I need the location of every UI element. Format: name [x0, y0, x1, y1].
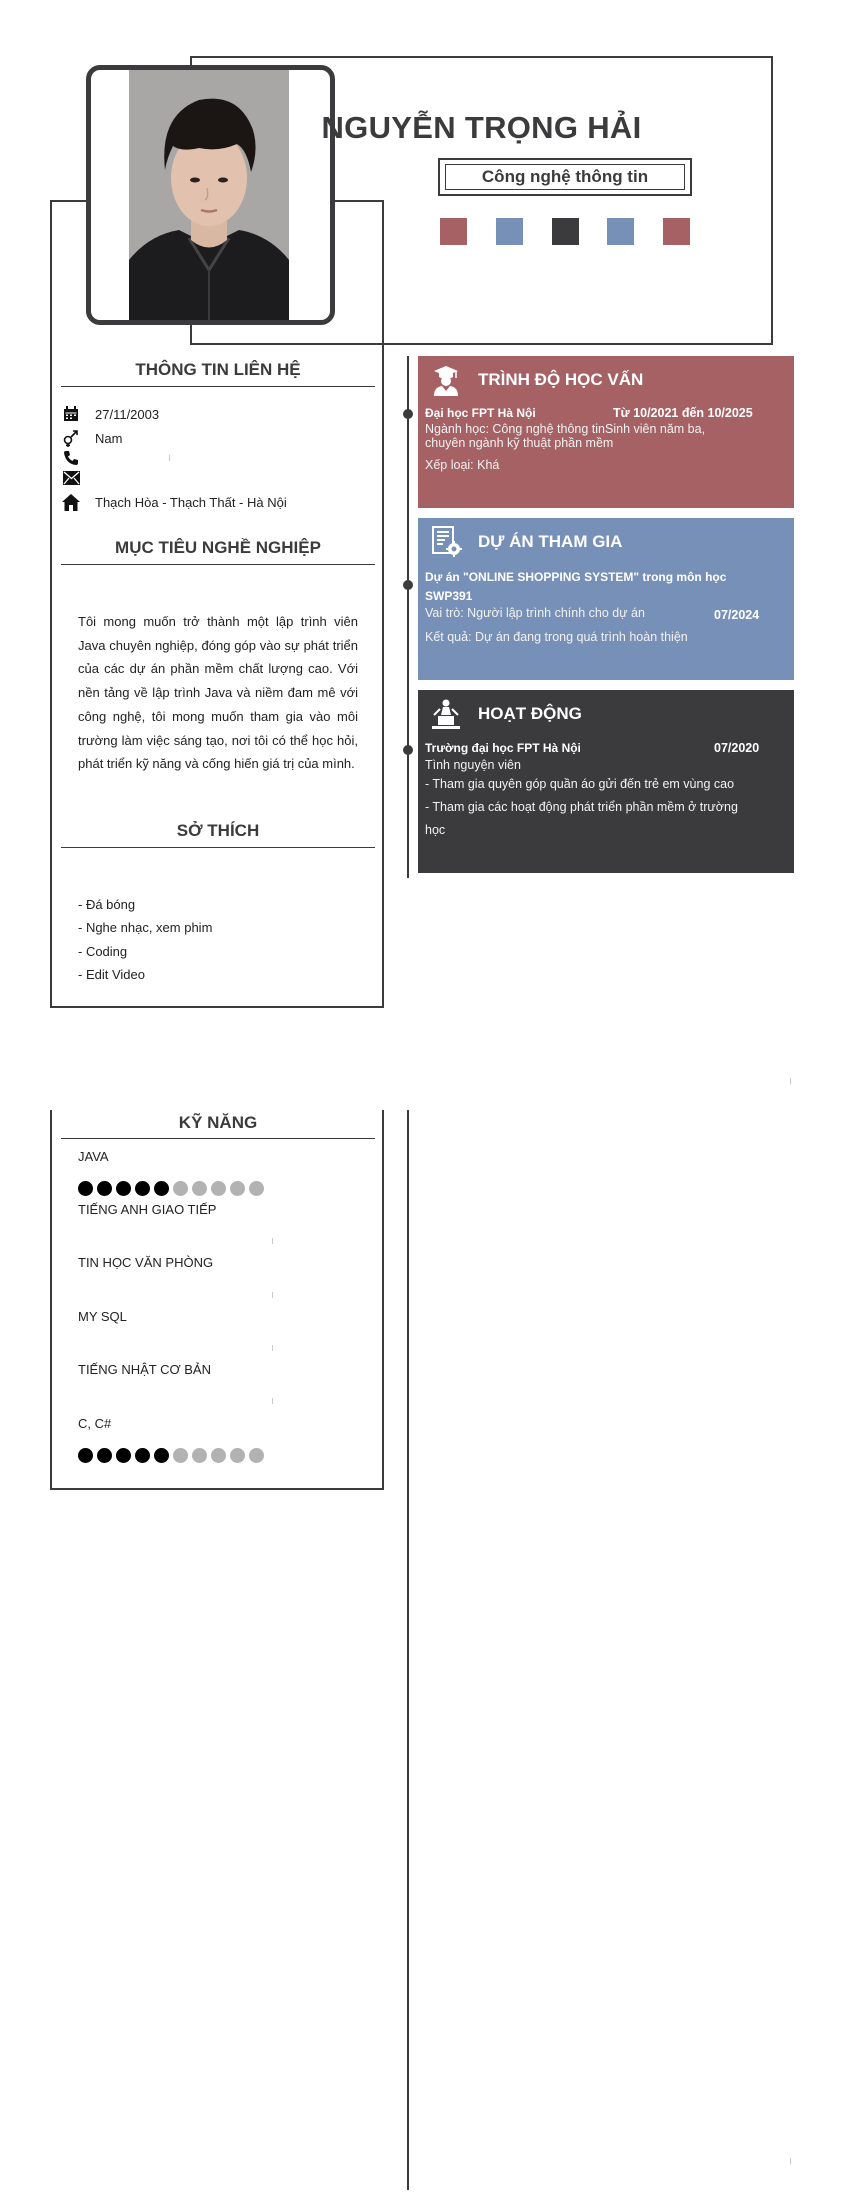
objective-section-title: MỤC TIÊU NGHỀ NGHIỆP	[115, 538, 321, 557]
skill-dot	[135, 1181, 150, 1196]
education-school: Đại học FPT Hà Nội	[425, 406, 536, 420]
skills-panel	[50, 1110, 384, 1490]
profile-photo	[129, 70, 289, 320]
skill-dot	[211, 1448, 226, 1463]
skill-dot	[78, 1448, 93, 1463]
education-card	[418, 356, 794, 508]
candidate-name: NGUYỄN TRỌNG HẢI	[321, 110, 642, 145]
section-divider	[61, 1138, 375, 1139]
project-name: SWP391	[425, 589, 473, 603]
dob-value: 27/11/2003	[95, 406, 160, 422]
contact-dob	[61, 404, 159, 424]
timeline-line	[407, 356, 409, 878]
placeholder-mark	[790, 2158, 791, 2164]
education-grade: Xếp loại: Khá	[425, 458, 500, 472]
skill-dot	[173, 1448, 188, 1463]
contact-address	[61, 492, 287, 512]
calendar-icon	[61, 405, 81, 423]
project-name: Dự án "ONLINE SHOPPING SYSTEM" trong môn học	[425, 570, 727, 584]
activity-podium-icon	[430, 698, 462, 730]
contact-section-title: THÔNG TIN LIÊN HỆ	[135, 360, 301, 379]
education-period: Từ 10/2021 đến 10/2025	[613, 406, 753, 420]
color-swatches	[440, 218, 690, 245]
section-divider	[61, 564, 375, 565]
job-title: Công nghệ thông tin	[481, 167, 649, 186]
swatch	[496, 218, 523, 245]
skill-name: TIẾNG NHẬT CƠ BẢN	[78, 1362, 211, 1377]
skill-dot	[249, 1181, 264, 1196]
objective-text: Tôi mong muốn trở thành một lập trình viên Java chuyên nghiệp, đóng góp vào sự phát triển của các dự án phần mềm chất lượng cao. Với nền tảng về lập trình Java và niềm đam mê với công nghệ, tôi mong muốn tham gia vào môi trường làm việc sáng tạo, nơi tôi có thể học hỏi, phát triển kỹ năng và cống hiến giá trị của mình.	[78, 614, 358, 772]
activity-item: - Tham gia quyên góp quần áo gửi đến trẻ em vùng cao	[425, 777, 735, 791]
activity-item: - Tham gia các hoạt động phát triển phần mềm ở trường	[425, 800, 738, 814]
swatch	[607, 218, 634, 245]
activity-date: 07/2020	[714, 741, 760, 755]
project-date: 07/2024	[714, 608, 760, 622]
swatch	[440, 218, 467, 245]
contact-phone	[61, 448, 95, 468]
projects-title: DỰ ÁN THAM GIA	[478, 532, 623, 551]
placeholder-mark	[790, 1078, 791, 1084]
activities-card-header	[430, 698, 582, 730]
skill-dot	[97, 1181, 112, 1196]
section-divider	[61, 847, 375, 848]
projects-card-header	[430, 526, 622, 558]
timeline-line	[407, 1110, 409, 2190]
graduate-icon	[430, 364, 462, 396]
skill-dot	[154, 1448, 169, 1463]
timeline-dot	[403, 745, 413, 755]
skill-dot	[230, 1181, 245, 1196]
skill-dot	[192, 1181, 207, 1196]
skill-dot	[78, 1181, 93, 1196]
contact-gender	[61, 428, 122, 448]
placeholder-mark	[272, 1345, 273, 1351]
skill-dot	[173, 1181, 188, 1196]
skill-name: TIẾNG ANH GIAO TIẾP	[78, 1202, 217, 1217]
activities-card	[418, 690, 794, 873]
hobbies-section-title: SỞ THÍCH	[176, 821, 260, 840]
activity-item: học	[425, 823, 446, 837]
hobby-item: - Đá bóng	[78, 897, 136, 912]
skill-dot	[116, 1181, 131, 1196]
skill-dot	[192, 1448, 207, 1463]
gender-icon	[61, 429, 81, 447]
hobby-item: - Coding	[78, 944, 128, 959]
activities-title: HOẠT ĐỘNG	[478, 704, 582, 723]
contact-email	[61, 468, 95, 488]
project-document-icon	[430, 526, 462, 558]
skill-name: C, C#	[78, 1416, 112, 1431]
section-divider	[61, 386, 375, 387]
hobby-item: - Nghe nhạc, xem phim	[78, 920, 213, 935]
skill-rating	[78, 1181, 268, 1196]
skill-dot	[211, 1181, 226, 1196]
skill-name: JAVA	[78, 1149, 109, 1164]
home-icon	[61, 493, 81, 511]
placeholder-mark	[272, 1238, 273, 1244]
skill-dot	[97, 1448, 112, 1463]
address-value: Thạch Hòa - Thạch Thất - Hà Nội	[95, 494, 287, 510]
placeholder-mark	[169, 455, 170, 461]
activity-org: Trường đại học FPT Hà Nội	[425, 741, 581, 755]
skill-rating	[78, 1448, 268, 1463]
projects-card	[418, 518, 794, 680]
skill-name: MY SQL	[78, 1309, 127, 1324]
hobby-item: - Edit Video	[78, 967, 145, 982]
education-major: Ngành học: Công nghệ thông tinSinh viên năm ba,	[425, 422, 706, 436]
skill-name: TIN HỌC VĂN PHÒNG	[78, 1255, 214, 1270]
skills-section-title: KỸ NĂNG	[178, 1113, 258, 1132]
project-result: Kết quả: Dự án đang trong quá trình hoàn thiện	[425, 630, 688, 644]
swatch	[552, 218, 579, 245]
education-card-header	[430, 364, 643, 396]
skill-dot	[154, 1181, 169, 1196]
swatch	[663, 218, 690, 245]
skill-dot	[230, 1448, 245, 1463]
activity-type: Tình nguyện viên	[425, 758, 521, 772]
skill-dot	[116, 1448, 131, 1463]
placeholder-mark	[272, 1292, 273, 1298]
job-title-plate	[438, 158, 692, 196]
placeholder-mark	[272, 1398, 273, 1404]
timeline-dot	[403, 409, 413, 419]
skill-dot	[135, 1448, 150, 1463]
email-icon	[61, 469, 81, 487]
profile-photo-frame	[86, 65, 335, 325]
education-title: TRÌNH ĐỘ HỌC VẤN	[478, 370, 644, 389]
skill-dot	[249, 1448, 264, 1463]
gender-value: Nam	[95, 430, 123, 446]
education-major: chuyên ngành kỹ thuật phần mềm	[425, 436, 614, 450]
project-role: Vai trò: Người lập trình chính cho dự án	[425, 606, 645, 620]
timeline-dot	[403, 580, 413, 590]
phone-icon	[61, 449, 81, 467]
